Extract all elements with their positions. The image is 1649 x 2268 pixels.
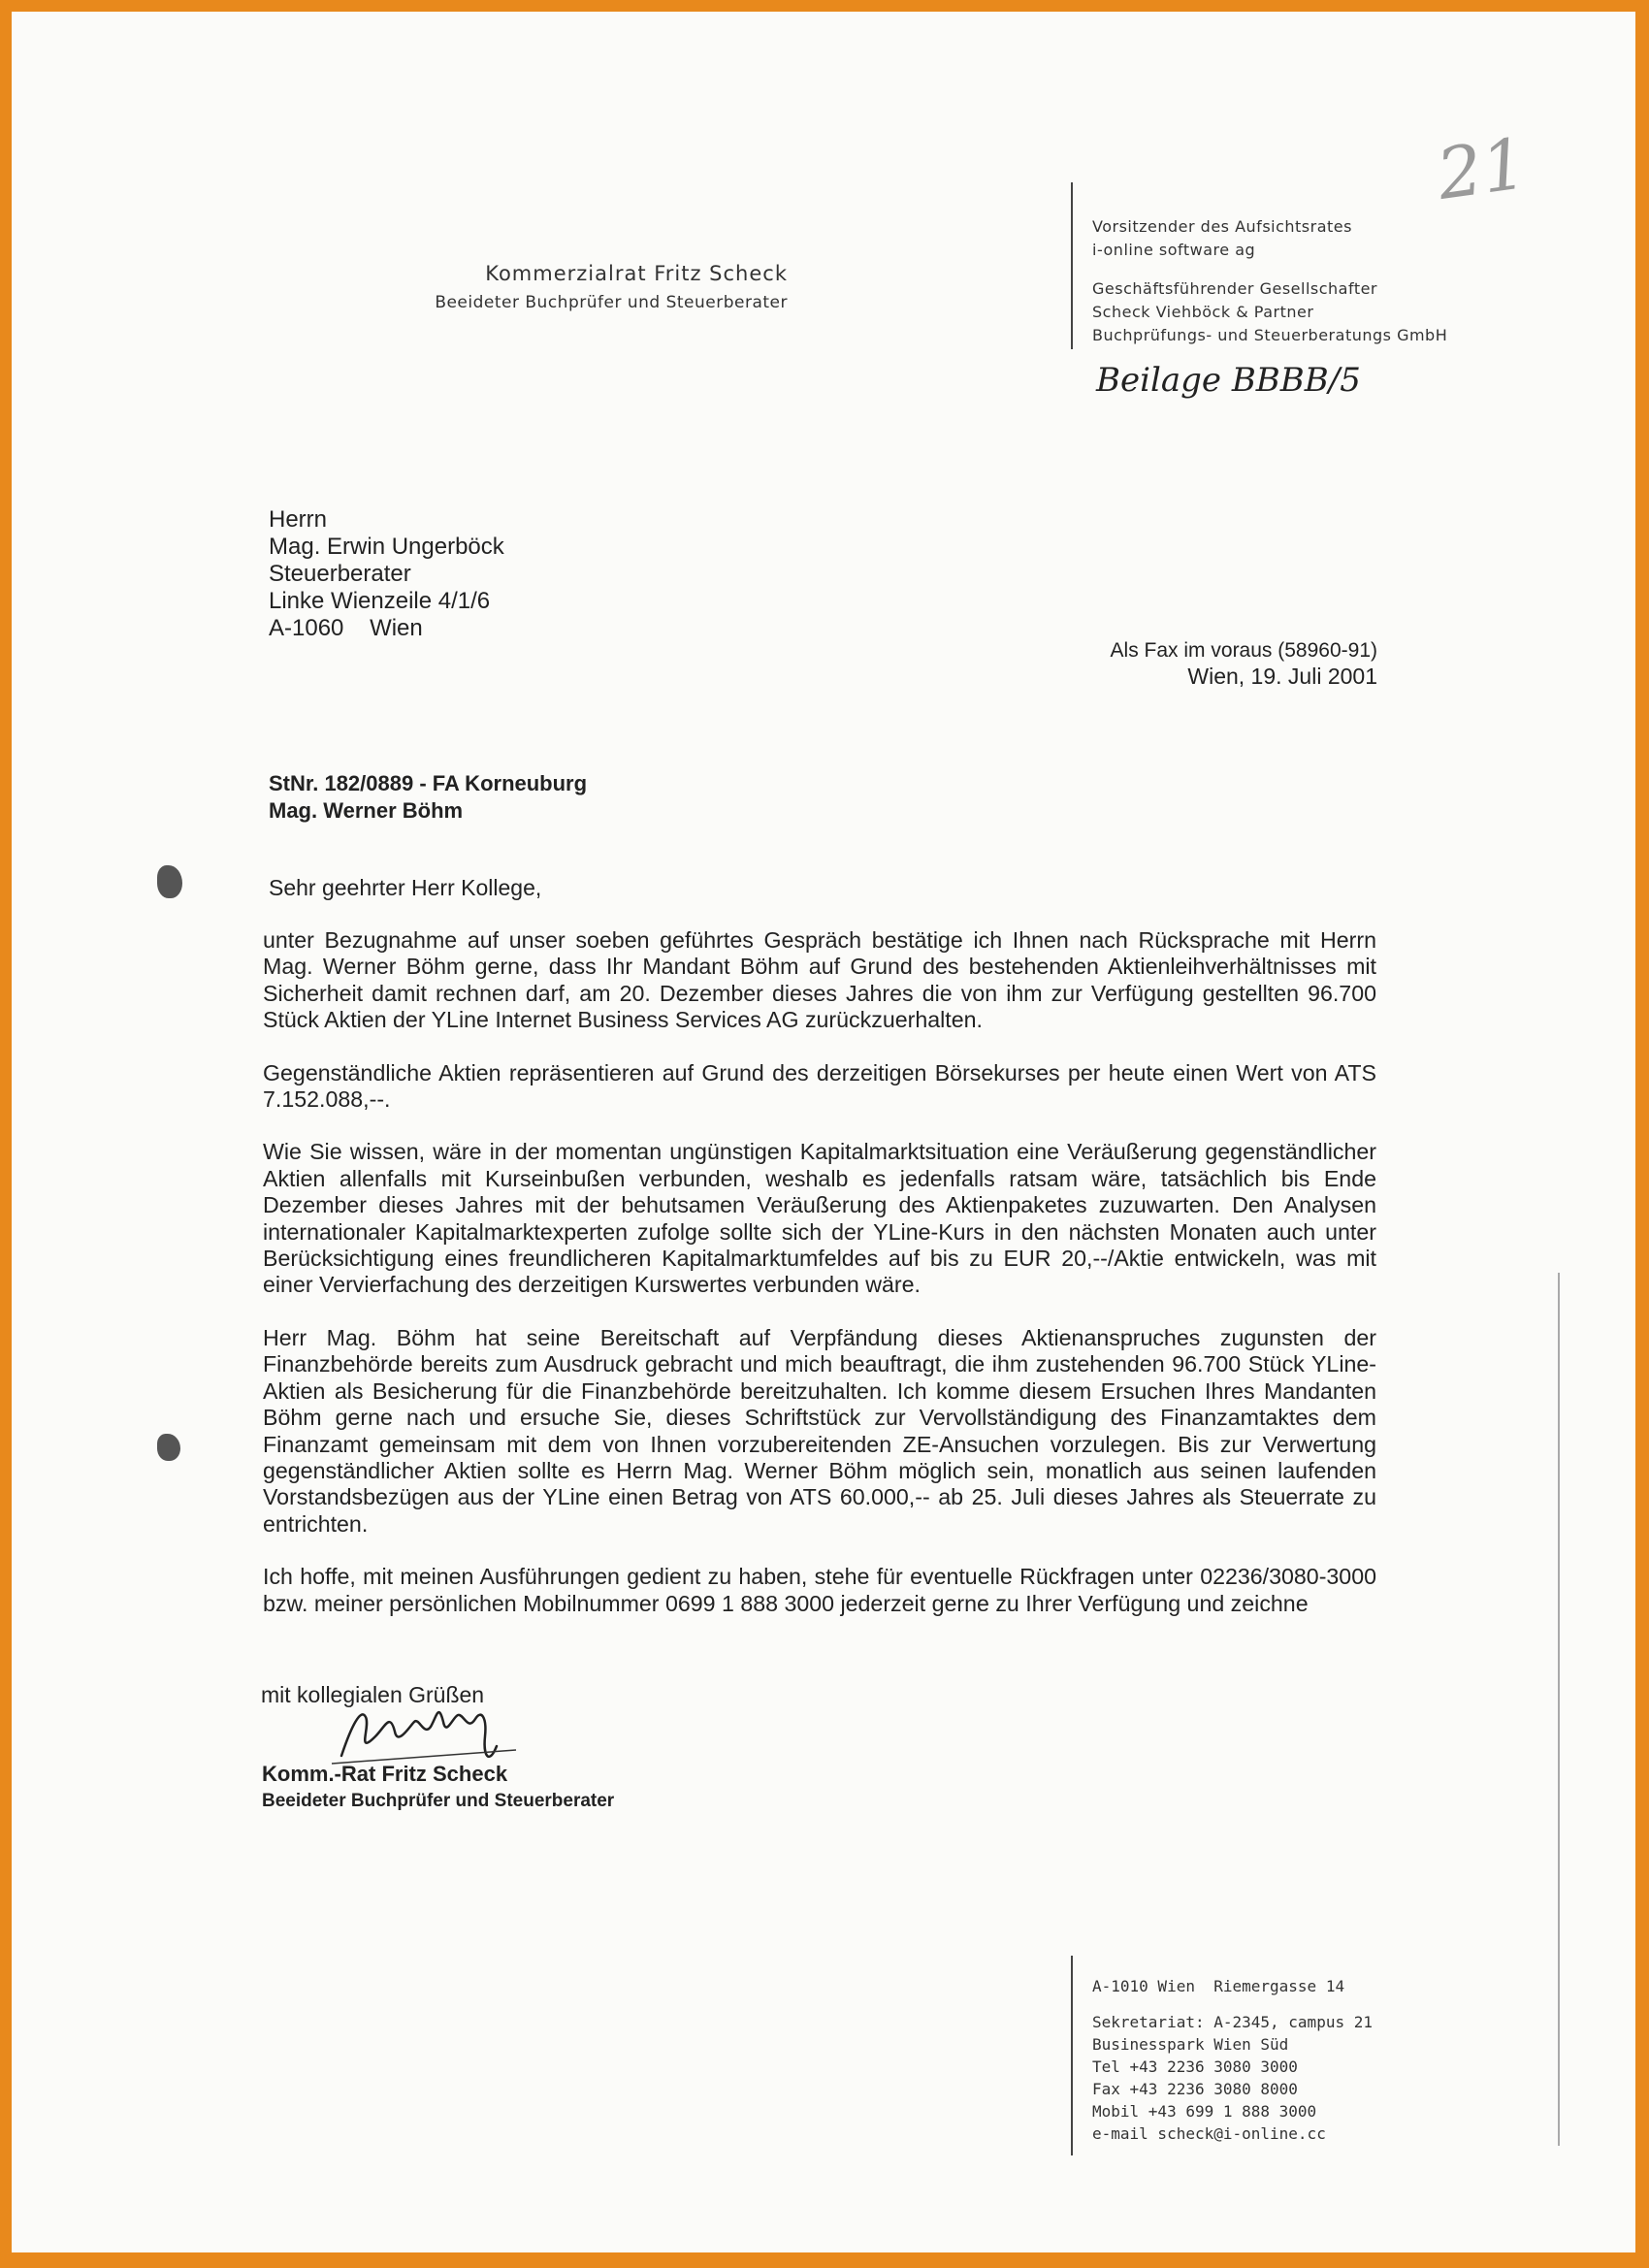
scan-edge-line [1558, 1273, 1560, 2146]
body-paragraph: unter Bezugnahme auf unser soeben geführtes Gespräch bestätige ich Ihnen nach Rücksprache mit Herrn Mag. Werner Böhm gerne, dass Ihr Mandant Böhm auf Grund des bestehenden Aktienleihverhältnisses mit Sicherheit damit rechnen darf, am 20. Dezember dieses Jahres die von ihm zur Verfügung gestellten 96.700 Stück Aktien der YLine Internet Business Services AG zurückzuerhalten. [263, 927, 1376, 1033]
scan-blot [157, 865, 182, 898]
closing-formula: mit kollegialen Grüßen [261, 1682, 485, 1707]
footer-line: Fax +43 2236 3080 8000 [1092, 2080, 1298, 2098]
letterhead-title: Beeideter Buchprüfer und Steuerberater [435, 293, 788, 312]
body-paragraph: Gegenständliche Aktien repräsentieren auf Grund des derzeitigen Börsekurses per heute einen Wert von ATS 7.152.088,--. [263, 1059, 1376, 1113]
address-line: Mag. Erwin Ungerböck [269, 534, 504, 560]
subject-reference: StNr. 182/0889 - FA Korneuburg [269, 771, 588, 795]
subject-person: Mag. Werner Böhm [269, 798, 464, 823]
letterhead-right [1092, 215, 1509, 347]
salutation: Sehr geehrter Herr Kollege, [269, 875, 542, 900]
address-line: A-1060 Wien [269, 615, 423, 641]
letter-date: Wien, 19. Juli 2001 [1187, 664, 1377, 689]
letter-body [263, 927, 1376, 1643]
footer-line: Mobil +43 699 1 888 3000 [1092, 2102, 1317, 2121]
footer-line: e-mail scheck@i-online.cc [1092, 2124, 1326, 2143]
page-number-mark: 21 [1432, 122, 1533, 215]
recipient-address [269, 506, 504, 642]
letterhead-right-line: Geschäftsführender Gesellschafter [1092, 279, 1378, 298]
footer-address: A-1010 Wien Riemergasse 14 [1092, 1977, 1345, 1995]
fax-date-block [982, 638, 1377, 689]
footer-divider [1071, 1956, 1073, 2155]
footer-line: Sekretariat: A-2345, campus 21 [1092, 2013, 1373, 2031]
letterhead-right-line: Vorsitzender des Aufsichtsrates [1092, 217, 1352, 236]
body-paragraph: Wie Sie wissen, wäre in der momentan ungünstigen Kapitalmarktsituation eine Veräußerung gegenständlicher Aktien allenfalls mit Kurseinbußen verbunden, weshalb es jedenfalls ratsam wäre, tatsächlich bis Ende Dezember dieses Jahres mit der behutsamen Veräußerung des Aktienpaketes zuzuwarten. Den Analysen internationaler Kapitalmarktexperten zufolge sollte sich der YLine-Kurs in den nächsten Monaten auch unter Berücksichtigung eines freundlicheren Kapitalmarktumfeldes auf bis zu EUR 20,--/Aktie entwickeln, was mit einer Vervierfachung des derzeitigen Kurswertes verbunden wäre. [263, 1139, 1376, 1298]
scan-blot [157, 1434, 180, 1461]
address-line: Steuerberater [269, 561, 411, 587]
signatory-name: Komm.-Rat Fritz Scheck [262, 1762, 508, 1786]
address-line: Linke Wienzeile 4/1/6 [269, 588, 491, 614]
letter-page [12, 12, 1635, 2252]
letterhead-right-line: Scheck Viehböck & Partner [1092, 303, 1314, 321]
body-paragraph: Herr Mag. Böhm hat seine Bereitschaft auf Verpfändung dieses Aktienanspruches zugunsten der Finanzbehörde bereits zum Ausdruck gebracht und mich beauftragt, die ihm zustehenden 96.700 Stück YLine-Aktien als Besicherung für die Finanzbehörde bereitzuhalten. Ich komme diesem Ersuchen Ihres Mandanten Böhm gerne nach und ersuche Sie, dieses Schriftstück zur Vervollständigung des Finanzamtaktes dem Finanzamt gemeinsam mit dem von Ihnen vorzubereitenden ZE-Ansuchen vorzulegen. Bis zur Verwertung gegenständlicher Aktien sollte es Herrn Mag. Werner Böhm möglich sein, monatlich aus seinen laufenden Vorstandsbezügen aus der YLine einen Betrag von ATS 60.000,-- ab 25. Juli dieses Jahres als Steuerrate zu entrichten. [263, 1324, 1376, 1537]
address-line: Herrn [269, 506, 328, 533]
letter-footer [1092, 1975, 1441, 2145]
letterhead-name: Kommerzialrat Fritz Scheck [485, 262, 788, 285]
footer-line: Tel +43 2236 3080 3000 [1092, 2057, 1298, 2076]
fax-note: Als Fax im voraus (58960-91) [1110, 639, 1377, 662]
letterhead-right-line: Buchprüfungs- und Steuerberatungs GmbH [1092, 326, 1448, 344]
letterhead-left [380, 262, 788, 312]
letterhead-right-line: i-online software ag [1092, 241, 1256, 259]
letterhead-divider [1071, 182, 1073, 349]
subject-line [269, 770, 587, 825]
handwritten-annotation: Beilage BBBB/5 [1096, 361, 1361, 400]
body-paragraph: Ich hoffe, mit meinen Ausführungen gedient zu haben, stehe für eventuelle Rückfragen unter 02236/3080-3000 bzw. meiner persönlichen Mobilnummer 0699 1 888 3000 jederzeit gerne zu Ihrer Verfügung und zeichne [263, 1564, 1376, 1616]
footer-line: Businesspark Wien Süd [1092, 2035, 1289, 2054]
signatory-title: Beeideter Buchprüfer und Steuerberater [262, 1791, 615, 1811]
